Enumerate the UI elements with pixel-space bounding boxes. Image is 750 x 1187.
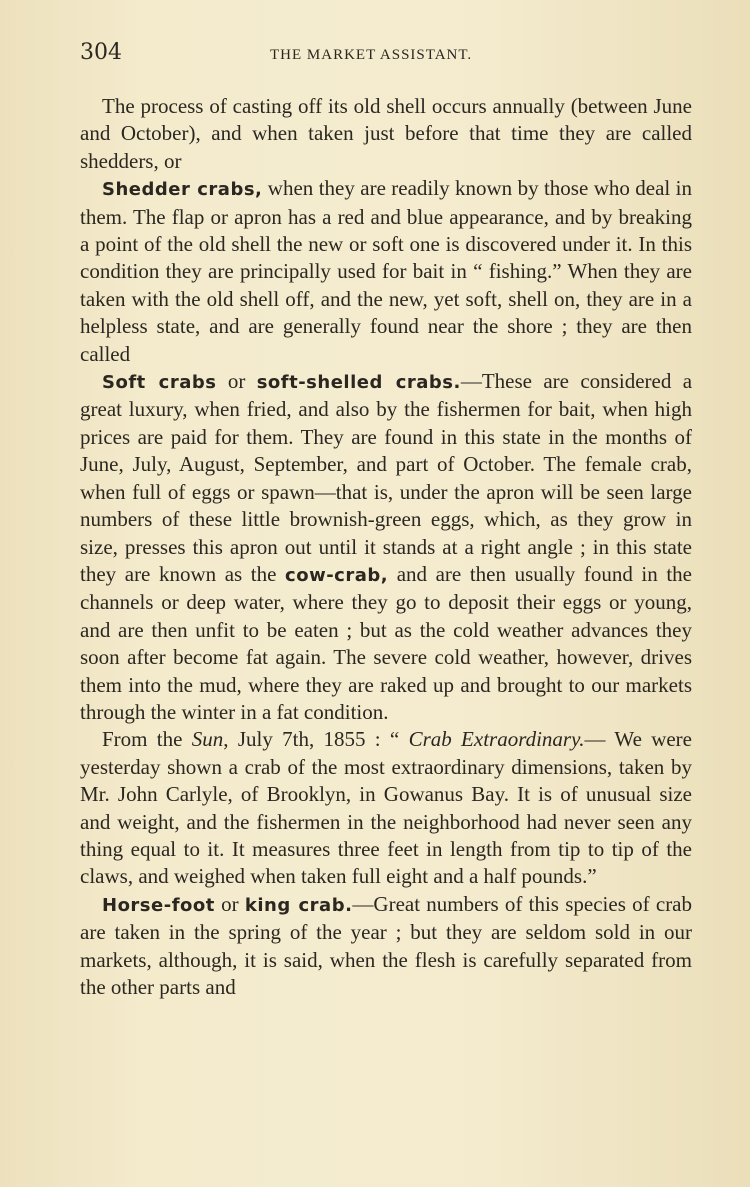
quote-lead: From the	[102, 727, 192, 752]
paragraph-intro	[80, 93, 692, 175]
term-soft-shelled-crabs: soft-shelled crabs.	[256, 372, 461, 394]
paragraph-shedder-crabs	[80, 175, 692, 368]
quote-date: , July 7th, 1855 : “	[223, 727, 409, 752]
page-body	[80, 93, 692, 1001]
term-king-crab: king crab.	[244, 894, 353, 916]
page-header	[80, 40, 680, 76]
term-cow-crab: cow-crab,	[285, 564, 389, 586]
intro-text: The process of casting off its old shell occurs annually (between June and October), and when taken just before that time they are called shedders, or	[80, 94, 692, 173]
term-shedder-crabs: Shedder crabs,	[102, 179, 263, 201]
paragraph-sun-quote	[80, 726, 692, 890]
connector-or: or	[216, 369, 257, 394]
cow-crab-text: and are then usually found in the channels or deep water, where they go to deposit their eggs or young, and are then unfit to be eaten ; but as the cold weather advances they soon after become fat again. The severe cold weather, however, drives them into the mud, where they are raked up and brought to our markets through the winter in a fat condition.	[80, 561, 692, 724]
quote-headline: Crab Extraordinary.	[408, 727, 585, 752]
paragraph-soft-crabs	[80, 368, 692, 726]
connector-or-2: or	[214, 891, 245, 916]
soft-crabs-text: —These are considered a great luxury, when fried, and also by the fishermen for bait, when high prices are paid for them. They are found in this state in the months of June, July, August, September, and part of October. The female crab, when full of eggs or spawn—that is, under the apron will be seen large numbers of these little brownish-green eggs, which, as they grow in size, presses this apron out until it stands at a right angle ; in this state they are known as the	[80, 369, 693, 586]
quote-text: — We were yesterday shown a crab of the most extraordinary dimensions, taken by Mr. John Carlyle, of Brooklyn, in Gowanus Bay. It is of unusual size and weight, and the fishermen in the neighborhood had never seen any thing equal to it. It measures three feet in length from tip to tip of the claws, and weighed when taken full eight and a half pounds.”	[80, 727, 692, 889]
running-head: THE MARKET ASSISTANT.	[270, 47, 473, 63]
term-horse-foot: Horse-foot	[102, 894, 215, 916]
term-soft-crabs: Soft crabs	[102, 372, 217, 394]
shedder-crabs-text: when they are readily known by those who deal in them. The flap or apron has a red and blue appearance, and by breaking a point of the old shell the new or soft one is discovered under it. In this condition they are principally used for bait in “ fishing.” When they are taken with the old shell off, and the new, yet soft, shell on, they are in a helpless state, and are generally found near the shore ; they are then called	[80, 176, 692, 366]
horse-foot-text: —Great numbers of this species of crab are taken in the spring of the year ; but they are seldom sold in our markets, although, it is said, when the flesh is carefully separated from the other parts and	[80, 891, 693, 999]
page-number: 304	[80, 40, 122, 65]
newspaper-name: Sun	[191, 727, 224, 752]
paragraph-horse-foot	[80, 891, 692, 1002]
